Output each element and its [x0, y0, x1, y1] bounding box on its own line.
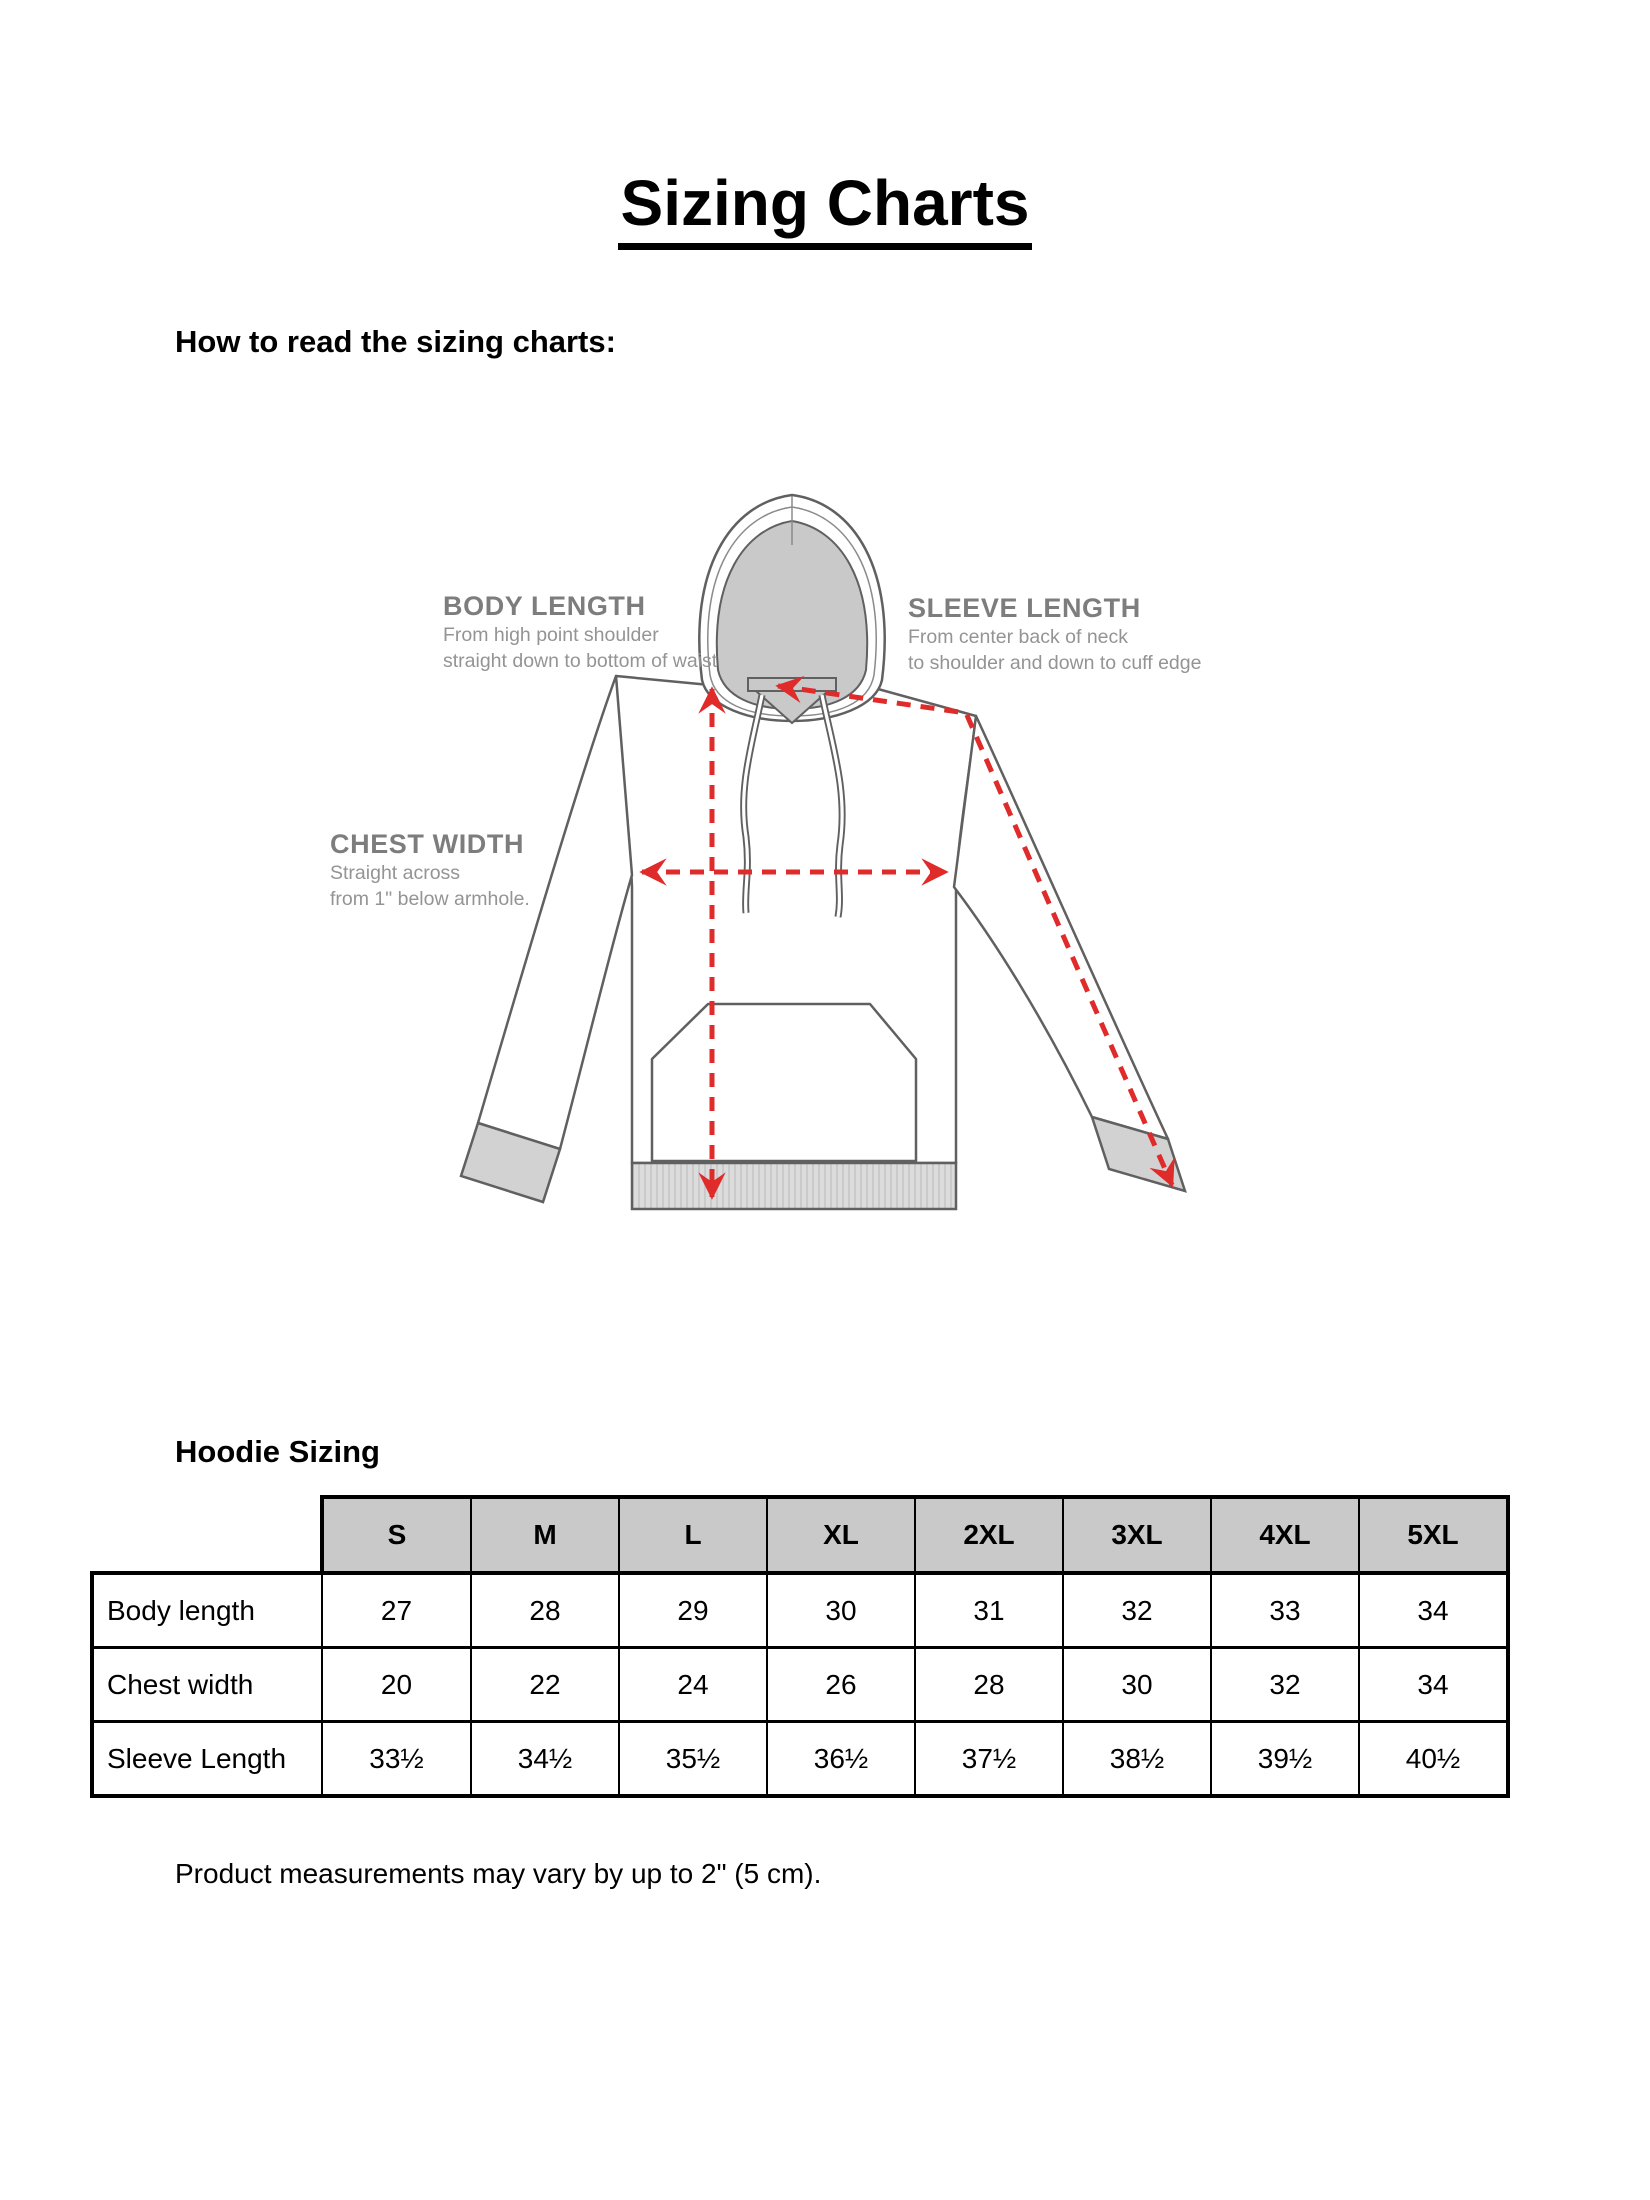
neck-band — [748, 678, 836, 691]
table-row-sleeve-length — [92, 1722, 1508, 1797]
chest-width-label-title: CHEST WIDTH — [330, 829, 525, 859]
value-cell: 32 — [1211, 1648, 1359, 1722]
value-cell: 31 — [915, 1573, 1063, 1648]
value-cell: 34 — [1359, 1648, 1508, 1722]
value-cell: 34½ — [471, 1722, 619, 1797]
value-cell: 30 — [767, 1573, 915, 1648]
row-label-cell: Body length — [92, 1573, 322, 1648]
value-cell: 33 — [1211, 1573, 1359, 1648]
size-header-cell: 4XL — [1211, 1497, 1359, 1573]
right-sleeve — [954, 716, 1168, 1139]
hoodie-sizing-table — [90, 1495, 1510, 1798]
value-cell: 28 — [471, 1573, 619, 1648]
how-to-heading: How to read the sizing charts: — [175, 324, 616, 359]
table-row-chest-width — [92, 1648, 1508, 1722]
row-label-cell: Sleeve Length — [92, 1722, 322, 1797]
row-label-cell: Chest width — [92, 1648, 322, 1722]
value-cell: 32 — [1063, 1573, 1211, 1648]
value-cell: 37½ — [915, 1722, 1063, 1797]
size-header-cell: L — [619, 1497, 767, 1573]
value-cell: 29 — [619, 1573, 767, 1648]
value-cell: 28 — [915, 1648, 1063, 1722]
chest-width-label: CHEST WIDTH Straight across from 1" below armhole. — [330, 829, 530, 911]
hoodie-sizing-heading: Hoodie Sizing — [175, 1434, 380, 1469]
footnote: Product measurements may vary by up to 2" (5 cm). — [175, 1858, 822, 1889]
value-cell: 39½ — [1211, 1722, 1359, 1797]
value-cell: 33½ — [322, 1722, 471, 1797]
kangaroo-pocket — [652, 1004, 916, 1161]
page-title-text: Sizing Charts — [618, 166, 1033, 250]
value-cell: 34 — [1359, 1573, 1508, 1648]
value-cell: 27 — [322, 1573, 471, 1648]
page-title — [0, 166, 1650, 250]
waistband — [632, 1163, 956, 1209]
sleeve-length-label-title: SLEEVE LENGTH — [908, 593, 1141, 623]
hoodie-measurement-diagram — [300, 475, 1220, 1305]
value-cell: 24 — [619, 1648, 767, 1722]
value-cell: 22 — [471, 1648, 619, 1722]
body-length-label-title: BODY LENGTH — [443, 591, 646, 621]
size-header-cell: 2XL — [915, 1497, 1063, 1573]
size-header-cell: M — [471, 1497, 619, 1573]
corner-cell — [92, 1497, 322, 1573]
size-header-cell: 3XL — [1063, 1497, 1211, 1573]
value-cell: 30 — [1063, 1648, 1211, 1722]
size-header-cell: XL — [767, 1497, 915, 1573]
value-cell: 40½ — [1359, 1722, 1508, 1797]
table-row-body-length — [92, 1573, 1508, 1648]
value-cell: 26 — [767, 1648, 915, 1722]
size-header-row — [92, 1497, 1508, 1573]
value-cell: 20 — [322, 1648, 471, 1722]
size-header-cell: S — [322, 1497, 471, 1573]
value-cell: 36½ — [767, 1722, 915, 1797]
value-cell: 38½ — [1063, 1722, 1211, 1797]
value-cell: 35½ — [619, 1722, 767, 1797]
sleeve-length-label: SLEEVE LENGTH From center back of neck to shoulder and down to cuff edge — [908, 593, 1202, 675]
body-length-label: BODY LENGTH From high point shoulder straight down to bottom of waist — [443, 591, 718, 673]
left-sleeve — [478, 676, 632, 1149]
size-header-cell: 5XL — [1359, 1497, 1508, 1573]
